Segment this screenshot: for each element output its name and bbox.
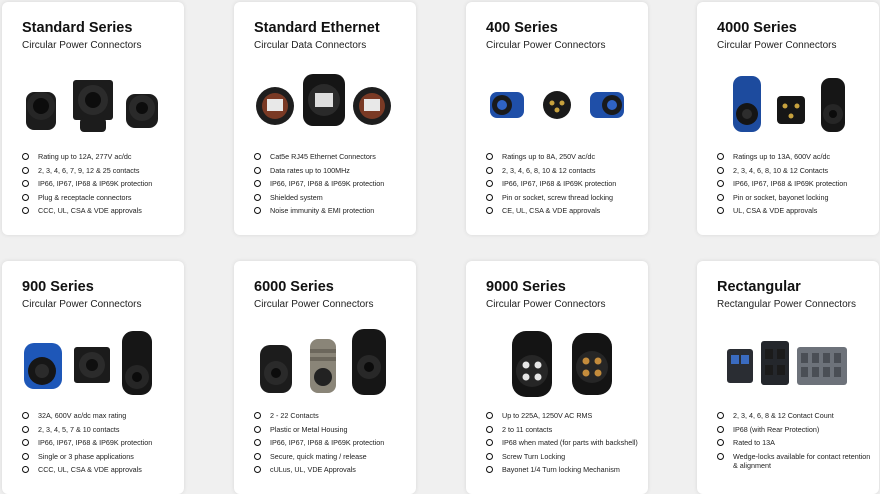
card-title[interactable]: 400 Series bbox=[486, 20, 558, 36]
list-item: Rated to 13A bbox=[717, 438, 875, 447]
product-image bbox=[697, 56, 879, 156]
product-card-standard-ethernet[interactable] bbox=[234, 2, 416, 235]
product-image bbox=[466, 56, 648, 156]
card-subtitle: Circular Power Connectors bbox=[254, 299, 374, 310]
card-title[interactable]: Standard Ethernet bbox=[254, 20, 380, 36]
list-item: Single or 3 phase applications bbox=[22, 452, 180, 461]
product-image bbox=[234, 315, 416, 415]
card-title[interactable]: 4000 Series bbox=[717, 20, 797, 36]
list-item: 32A, 600V ac/dc max rating bbox=[22, 411, 180, 420]
list-item: IP66, IP67, IP68 & IP69K protection bbox=[717, 179, 875, 188]
list-item: Data rates up to 100MHz bbox=[254, 166, 412, 175]
product-image bbox=[2, 56, 184, 156]
list-item: IP66, IP67, IP68 & IP69K protection bbox=[486, 179, 644, 188]
card-title[interactable]: 6000 Series bbox=[254, 279, 334, 295]
list-item: 2 - 22 Contacts bbox=[254, 411, 412, 420]
list-item: 2, 3, 4, 6, 7, 9, 12 & 25 contacts bbox=[22, 166, 180, 175]
product-image bbox=[2, 315, 184, 415]
list-item: 2, 3, 4, 5, 7 & 10 contacts bbox=[22, 425, 180, 434]
card-title[interactable]: Standard Series bbox=[22, 20, 133, 36]
product-card-6000-series[interactable] bbox=[234, 261, 416, 494]
list-item: 2, 3, 4, 6, 8, 10 & 12 Contacts bbox=[717, 166, 875, 175]
feature-list bbox=[254, 152, 412, 220]
product-card-rectangular[interactable] bbox=[697, 261, 879, 494]
feature-list bbox=[717, 411, 875, 474]
product-image bbox=[234, 56, 416, 156]
card-subtitle: Circular Power Connectors bbox=[22, 40, 142, 51]
list-item: Noise immunity & EMI protection bbox=[254, 206, 412, 215]
card-subtitle: Circular Power Connectors bbox=[22, 299, 142, 310]
list-item: Ratings up to 13A, 600V ac/dc bbox=[717, 152, 875, 161]
list-item: IP66, IP67, IP68 & IP69K protection bbox=[254, 438, 412, 447]
list-item: 2, 3, 4, 6, 8, 10 & 12 contacts bbox=[486, 166, 644, 175]
list-item: Secure, quick mating / release bbox=[254, 452, 412, 461]
feature-list bbox=[486, 411, 644, 479]
feature-list bbox=[22, 152, 180, 220]
product-image bbox=[697, 315, 879, 415]
feature-list bbox=[717, 152, 875, 220]
list-item: Plug & receptacle connectors bbox=[22, 193, 180, 202]
product-image bbox=[466, 315, 648, 415]
product-card-4000-series[interactable] bbox=[697, 2, 879, 235]
list-item: Rating up to 12A, 277V ac/dc bbox=[22, 152, 180, 161]
product-card-9000-series[interactable] bbox=[466, 261, 648, 494]
card-subtitle: Circular Power Connectors bbox=[486, 40, 606, 51]
list-item: 2 to 11 contacts bbox=[486, 425, 644, 434]
feature-list bbox=[486, 152, 644, 220]
list-item: Plastic or Metal Housing bbox=[254, 425, 412, 434]
card-title[interactable]: 900 Series bbox=[22, 279, 94, 295]
list-item: Pin or socket, bayonet locking bbox=[717, 193, 875, 202]
list-item: IP66, IP67, IP68 & IP69K protection bbox=[22, 438, 180, 447]
list-item: Wedge-locks available for contact retention & alignment bbox=[717, 452, 875, 470]
product-card-standard-series[interactable] bbox=[2, 2, 184, 235]
list-item: Shielded system bbox=[254, 193, 412, 202]
card-subtitle: Circular Power Connectors bbox=[717, 40, 837, 51]
card-subtitle: Rectangular Power Connectors bbox=[717, 299, 856, 310]
list-item: Pin or socket, screw thread locking bbox=[486, 193, 644, 202]
product-card-900-series[interactable] bbox=[2, 261, 184, 494]
list-item: IP66, IP67, IP68 & IP69K protection bbox=[254, 179, 412, 188]
list-item: CCC, UL, CSA & VDE approvals bbox=[22, 465, 180, 474]
list-item: cULus, UL, VDE Approvals bbox=[254, 465, 412, 474]
list-item: UL, CSA & VDE approvals bbox=[717, 206, 875, 215]
list-item: IP68 (with Rear Protection) bbox=[717, 425, 875, 434]
card-subtitle: Circular Data Connectors bbox=[254, 40, 367, 51]
list-item: CE, UL, CSA & VDE approvals bbox=[486, 206, 644, 215]
list-item: Ratings up to 8A, 250V ac/dc bbox=[486, 152, 644, 161]
list-item: Cat5e RJ45 Ethernet Connectors bbox=[254, 152, 412, 161]
card-subtitle: Circular Power Connectors bbox=[486, 299, 606, 310]
list-item: Up to 225A, 1250V AC RMS bbox=[486, 411, 644, 420]
feature-list bbox=[22, 411, 180, 479]
card-title[interactable]: Rectangular bbox=[717, 279, 801, 295]
card-title[interactable]: 9000 Series bbox=[486, 279, 566, 295]
list-item: CCC, UL, CSA & VDE approvals bbox=[22, 206, 180, 215]
product-card-400-series[interactable] bbox=[466, 2, 648, 235]
list-item: IP68 when mated (for parts with backshell) bbox=[486, 438, 644, 447]
list-item: Bayonet 1/4 Turn locking Mechanism bbox=[486, 465, 644, 474]
list-item: 2, 3, 4, 6, 8 & 12 Contact Count bbox=[717, 411, 875, 420]
feature-list bbox=[254, 411, 412, 479]
list-item: IP66, IP67, IP68 & IP69K protection bbox=[22, 179, 180, 188]
list-item: Screw Turn Locking bbox=[486, 452, 644, 461]
